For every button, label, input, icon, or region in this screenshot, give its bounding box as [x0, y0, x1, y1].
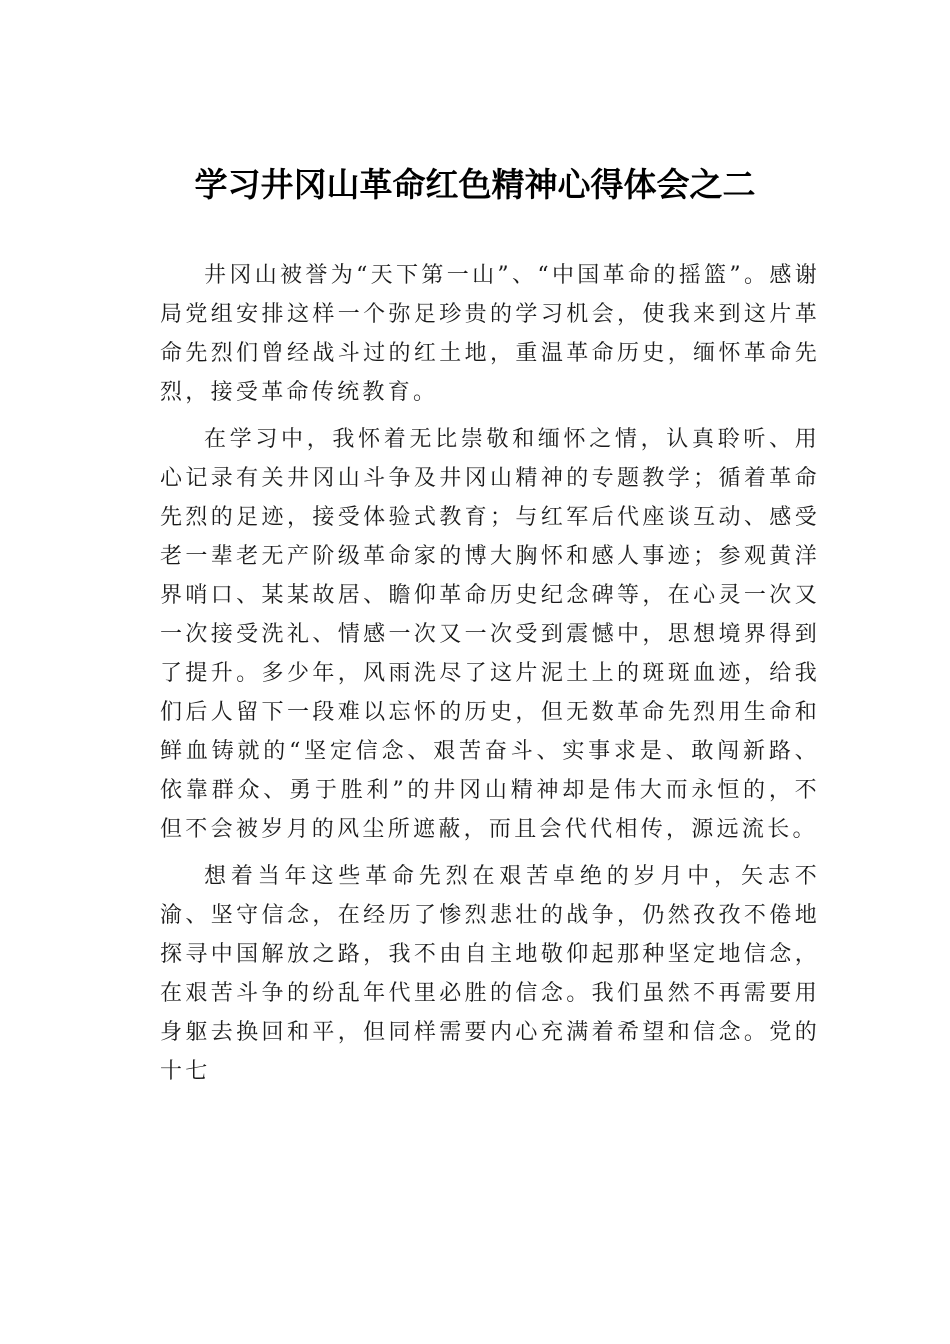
paragraph-1: 井冈山被誉为“天下第一山”、“中国革命的摇篮”。感谢局党组安排这样一个弥足珍贵的学习机会，使我来到这片革命先烈们曾经战斗过的红土地，重温革命历史，缅怀革命先烈，接受革命传统教育。: [160, 263, 820, 405]
paragraph-2: 在学习中，我怀着无比崇敬和缅怀之情，认真聆听、用心记录有关井冈山斗争及井冈山精神的专题教学；循着革命先烈的足迹，接受体验式教育；与红军后代座谈互动、感受老一辈老无产阶级革命家的博大胸怀和感人事迹；参观黄洋界哨口、某某故居、瞻仰革命历史纪念碑等，在心灵一次又一次接受洗礼、情感一次又一次受到震憾中，思想境界得到了提升。多少年，风雨洗尽了这片泥土上的斑斑血迹，给我们后人留下一段难以忘怀的历史，但无数革命先烈用生命和鲜血铸就的“坚定信念、艰苦奋斗、实事求是、敢闯新路、依靠群众、勇于胜利”的井冈山精神却是伟大而永恒的，不但不会被岁月的风尘所遮蔽，而且会代代相传，源远流长。: [160, 427, 820, 842]
document-body: [160, 256, 820, 1099]
document-title: 学习井冈山革命红色精神心得体会之二: [194, 165, 756, 204]
paragraph-3: 想着当年这些革命先烈在艰苦卓绝的岁月中，矢志不渝、坚守信念，在经历了惨烈悲壮的战争，仍然孜孜不倦地探寻中国解放之路，我不由自主地敬仰起那种坚定地信念，在艰苦斗争的纷乱年代里必胜的信念。我们虽然不再需要用身躯去换回和平，但同样需要内心充满着希望和信念。党的十七: [160, 864, 820, 1084]
